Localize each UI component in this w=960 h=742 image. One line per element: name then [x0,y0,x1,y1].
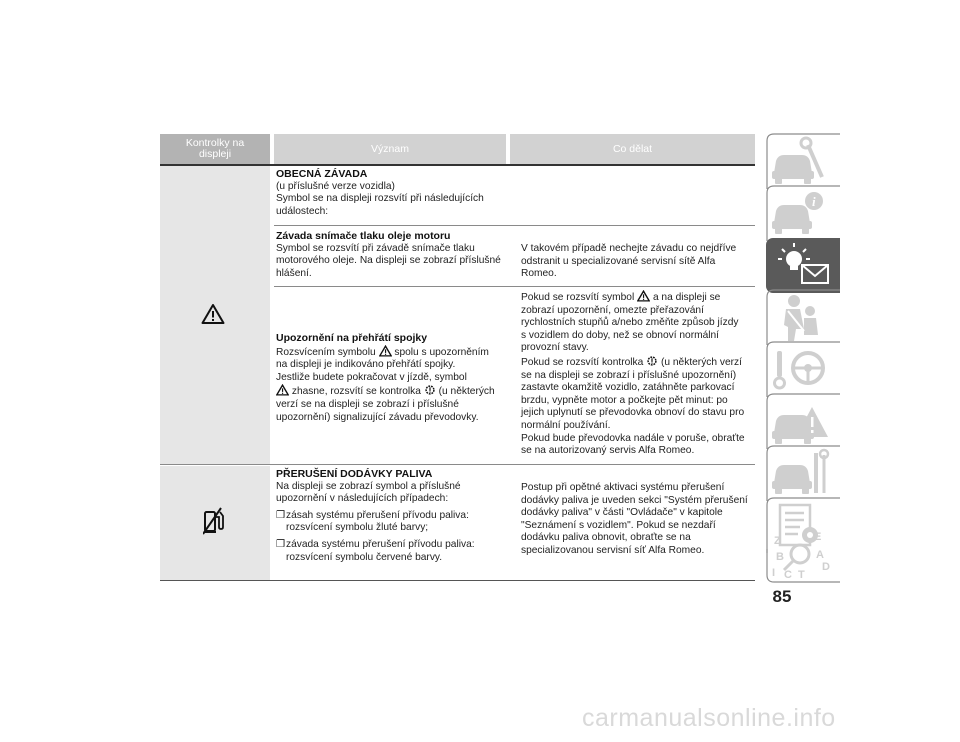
fuel-bullet-text: rozsvícení symbolu žluté barvy; [286,522,429,534]
oil-sensor-line: Symbol se rozsvítí při závadě snímače tlaku [276,242,475,254]
row-divider [160,464,755,465]
clutch-action-line: s vozidlem do doby, než se obnoví normální [521,329,720,341]
clutch-action-line: Pokud bude převodovka nadále v poruše, obraťte [521,432,745,444]
gear-warning-icon [646,355,658,367]
chapter-tab-starting-driving[interactable] [764,341,840,398]
bullet-box-icon: ❒ [276,538,286,550]
clutch-meaning [276,332,495,424]
page-number: 85 [772,587,792,606]
clutch-title: Upozornění na přehřátí spojky [276,332,428,344]
index-letters-icon [764,530,840,582]
svg-text:C: C [784,569,792,581]
svg-text:A: A [816,549,824,561]
bullet-box-icon: ❒ [276,509,286,521]
fuel-bullet-text: závada systému přerušení přívodu paliva: [286,538,475,550]
clutch-action-text: a na displeji se [652,292,721,303]
fuel-action-line: dodávku paliva obnovit, obraťte se na [521,532,691,544]
row-divider [274,225,755,226]
chapter-tab-getting-to-know[interactable] [764,133,840,190]
header-indicators-line1: Kontrolky na [185,137,245,149]
fuel-line: upozornění v následujících případech: [276,493,449,505]
fuel-line: Na displeji se zobrazí symbol a příslušné [276,480,461,492]
clutch-action-line: se na displeji se zobrazí i příslušné upozornění) [521,369,737,381]
clutch-line: upozornění) signalizující závadu převodovky. [276,411,479,423]
clutch-action-line: rychlostních stupňů a/nebo změňte způsob jízdy [521,317,739,329]
chapter-tab-maintenance[interactable] [764,445,840,502]
fuel-bullet-text: rozsvícení symbolu červené barvy. [286,551,443,563]
table-header [160,134,755,164]
chapter-tab-warning-lights[interactable] [764,237,840,294]
fuel-bullet-text: zásah systému přerušení přívodu paliva: [286,509,469,521]
fuel-action-line: dodávky paliva je uveden sekci "Systém přerušení [521,494,748,506]
fuel-bullet [276,539,475,552]
clutch-action-line: brzdu, vypněte motor a počkejte pět minut: po [521,394,728,406]
header-indicators [160,134,270,164]
header-meaning: Význam [274,134,506,164]
clutch-action-text: Pokud se rozsvítí symbol [521,292,635,303]
svg-text:Z: Z [774,535,781,547]
clutch-text: spolu s upozorněním [394,346,489,358]
table-bottom-rule [160,580,755,581]
fuel-action-line: Postup při opětné aktivaci systému přerušení [521,482,725,493]
clutch-action-text: (u některých verzí [661,356,742,368]
fuel-bullet [276,510,475,523]
clutch-line: Jestliže budete pokračovat v jízdě, symbol [276,371,467,383]
chapter-tab-emergency[interactable] [764,393,840,450]
svg-text:E: E [814,531,822,543]
general-fault-line: událostech: [276,205,329,217]
clutch-text: zhasne, rozsvítí se kontrolka [291,386,421,398]
watermark: carmanualsonline.info [582,704,836,732]
warning-triangle-icon [637,290,650,302]
oil-action-line: Romeo. [521,268,557,280]
warning-triangle-icon [276,384,289,396]
fuel-cutoff-title: PŘERUŠENÍ DODÁVKY PALIVA [276,468,433,480]
oil-sensor-line: hlášení. [276,267,312,279]
warning-triangle-icon [201,303,225,325]
chapter-tab-safety[interactable] [764,289,840,346]
clutch-action-line [521,355,745,370]
clutch-line: na displeji je indikováno přehřátí spojky. [276,359,456,371]
svg-text:T: T [798,569,805,581]
clutch-line [276,345,495,360]
gear-warning-icon [424,384,436,396]
clutch-action-line: normální používání. [521,419,611,431]
oil-action-line: V takovém případě nechejte závadu co nejdříve [521,243,737,254]
oil-sensor-line: motorového oleje. Na displeji se zobrazí příslušné [276,255,501,267]
clutch-line [276,384,495,399]
svg-text:B: B [776,551,784,563]
svg-text:i: i [812,194,816,209]
general-fault-line: (u příslušné verze vozidla) [276,180,395,192]
clutch-action-text: Pokud se rozsvítí kontrolka [521,356,644,368]
fuel-action-line: specializovanou servisní síť Alfa Romeo. [521,544,705,556]
warning-triangle-icon [379,345,392,357]
clutch-action-line: zobrazí upozornění, omezte přeřazování [521,304,704,316]
fuel-cutoff-meaning [276,468,475,564]
header-indicators-line2: displeji [198,148,232,160]
oil-action-line: odstranit u specializované servisní sítě Alfa [521,255,716,267]
chapter-tab-dashboard[interactable] [764,185,840,242]
fuel-action-line: dodávky paliva" v části "Ovládače" v kapitole [521,507,723,519]
header-action: Co dělat [510,134,755,164]
oil-sensor-action [521,243,736,281]
fuel-cutoff-action [521,482,748,558]
general-fault-title: OBECNÁ ZÁVADA [276,168,368,180]
clutch-action-line: se na autorizovaný servis Alfa Romeo. [521,445,695,457]
indicator-table [160,134,755,164]
oil-sensor-title: Závada snímače tlaku oleje motoru [276,230,451,242]
svg-text:I: I [772,567,776,579]
clutch-action-line: zastavte okamžitě vozidlo, zatáhněte parkovací [521,382,735,394]
clutch-line: verzí se na displeji se zobrazí i příslušné [276,398,459,410]
oil-sensor-meaning [276,230,501,280]
clutch-action [521,290,745,458]
clutch-text: Rozsvícením symbolu [276,346,376,358]
general-fault-line: Symbol se na displeji rozsvítí při následujících [276,193,484,205]
clutch-text: (u některých [438,386,495,398]
general-fault-block [276,168,484,218]
fuel-action-line: "Seznámení s vozidlem". Pokud se nezdaří [521,519,716,531]
clutch-action-line: provozní stavy. [521,342,589,354]
row-divider [274,286,755,287]
fuel-cutoff-icon [203,507,225,535]
clutch-action-line: jejich uplynutí se převodovka obnoví do stavu pro [521,407,745,419]
clutch-action-line [521,290,745,305]
svg-text:D: D [822,561,830,573]
